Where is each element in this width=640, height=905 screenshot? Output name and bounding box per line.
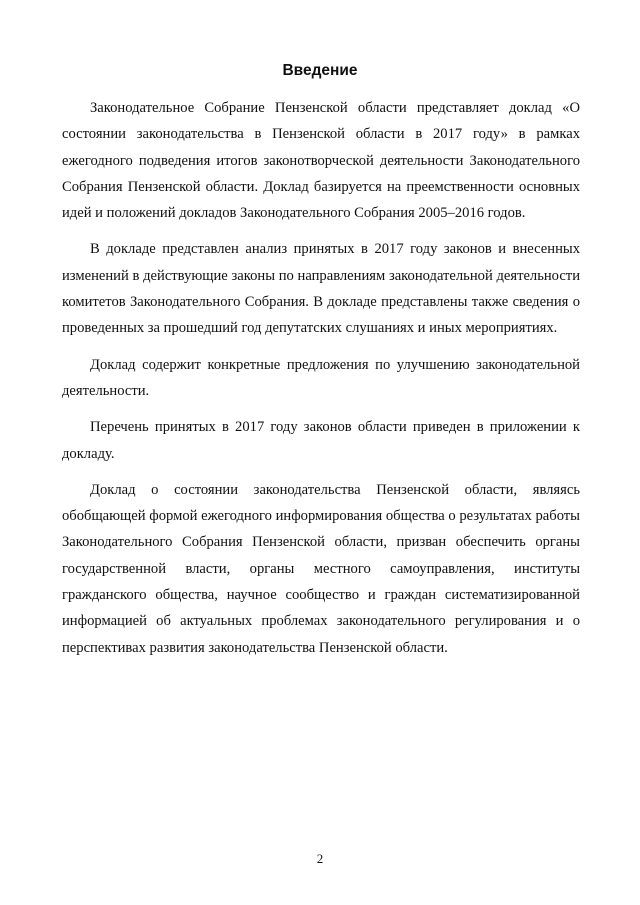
- page-title: Введение: [282, 62, 358, 79]
- paragraph-proposals: Доклад содержит конкретные предложения по улучшению законодательной деятельности.: [62, 356, 580, 399]
- document-body: [62, 95, 580, 671]
- paragraph-analysis: В докладе представлен анализ принятых в 2017 году законов и внесенных изменений в действующие законы по направлениям законодательной деятельности комитетов Законодательного Собрания. В докладе представлены также сведения о проведенных за прошедший год депутатских слушаниях и иных мероприятиях.: [62, 241, 580, 337]
- paragraph-introduction: Законодательное Собрание Пензенской области представляет доклад «О состоянии законодательства в Пензенской области в 2017 году» в рамках ежегодного подведения итогов законотворческой деятельности Законодательного Собрания Пензенской области. Доклад базируется на преемственности основных идей и положений докладов Законодательного Собрания 2005–2016 годов.: [62, 100, 580, 222]
- paragraph-appendix: Перечень принятых в 2017 году законов области приведен в приложении к докладу.: [62, 419, 580, 462]
- page-number: 2: [316, 851, 324, 866]
- paragraph-purpose: Доклад о состоянии законодательства Пензенской области, являясь обобщающей формой ежегодного информирования общества о результатах работы Законодательного Собрания Пензенской области, призван обеспечить органы государственной власти, органы местного самоуправления, институты гражданского общества, научное сообщество и граждан систематизированной информацией об актуальных проблемах законодательного регулирования и о перспективах развития законодательства Пензенской области.: [62, 481, 580, 656]
